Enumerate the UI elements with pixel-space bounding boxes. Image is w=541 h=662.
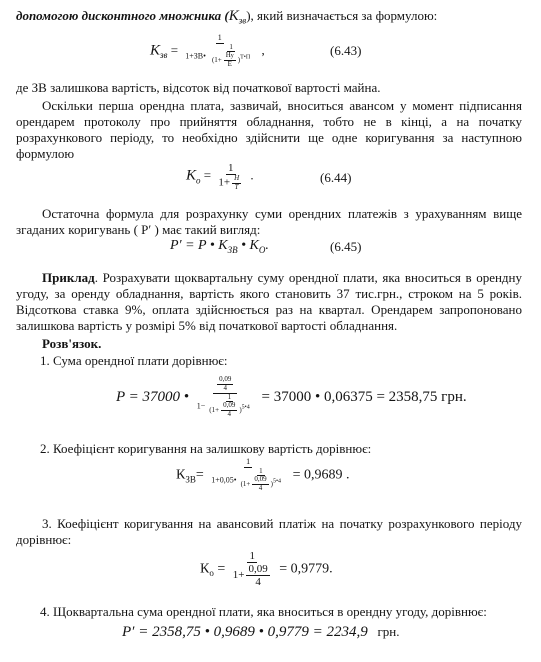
formula-lhs: K [150, 42, 161, 59]
step1-denominator [195, 394, 256, 419]
intro-symbol: K [228, 8, 239, 24]
step3-lhs: К [200, 561, 210, 577]
step2-innermost [252, 476, 268, 492]
step3-fraction [231, 550, 274, 588]
step2-rhs: = 0,9689 . [292, 467, 350, 483]
inner-numerator: H [234, 174, 240, 183]
inner-open: (1+ [211, 56, 222, 65]
inner-denominator: T [234, 182, 239, 191]
step2-fraction [209, 458, 287, 493]
denominator-prefix: 1+ [218, 176, 231, 189]
step3-inner-fraction [246, 563, 269, 588]
formula-6-44 [186, 162, 254, 191]
formula-sub2: O [258, 244, 266, 255]
solution-label: Розв'язок [42, 336, 99, 351]
step2-inner-fraction [239, 468, 283, 493]
formula-lhs-sub: o [196, 175, 201, 186]
residual-value-definition: де ЗВ залишкова вартість, відсоток від початкової вартості майна. [16, 80, 381, 95]
formula-fraction [183, 34, 256, 69]
step1-den-prefix: 1− [196, 401, 206, 411]
formula-tail: . [265, 238, 269, 253]
step1-lhs: P = 37000 • [116, 388, 190, 405]
denominator-prefix: 1+ЗВ• [185, 51, 206, 61]
formula-step-4 [122, 624, 400, 641]
step4-formula: P′ = 2358,75 • 0,9689 • 0,9779 = 2234,9 [122, 624, 368, 640]
final-formula-paragraph: Остаточна формула для розрахунку суми орендних платежів з урахуванням вище згаданих коригувань ( P′ ) має такий вигляд: [16, 206, 522, 237]
step2-den-prefix: 1+0,05• [211, 475, 237, 485]
formula-lhs-sub: зв [160, 50, 168, 60]
formula-step-1 [116, 376, 467, 419]
step1-den-top: 1 [227, 392, 232, 401]
step1-fraction [195, 376, 256, 419]
step1-exponent: 5•4 [241, 404, 250, 411]
formula-mid: • K [237, 238, 259, 253]
intro-italic-text: допомогою дисконтного множника ( [16, 8, 229, 23]
step3-den-prefix: 1+ [232, 569, 245, 582]
equation-number-6-45: (6.45) [330, 239, 362, 254]
step2-lhs: К [176, 467, 186, 483]
step-1-text: 1. Сума орендної плати дорівнює: [40, 353, 228, 368]
innermost-top-text: H [225, 51, 231, 60]
step1-numerator [213, 376, 237, 394]
step1-rhs: = 37000 • 0,06375 = 2358,75 грн. [261, 388, 467, 405]
formula-6-45 [170, 238, 269, 255]
inner-fraction [232, 175, 241, 191]
step4-unit: грн. [377, 624, 400, 639]
step2-denominator [209, 468, 287, 493]
step2-innermost-top: 0,09 [254, 475, 267, 484]
formula-6-43 [150, 34, 265, 69]
fraction-numerator: 1 [228, 162, 234, 174]
step2-innermost-bottom: 4 [258, 484, 263, 493]
step2-inner-top: 1 [259, 466, 263, 475]
step1-num-top: 0,09 [219, 375, 232, 384]
step1-den-fraction [207, 394, 251, 419]
example-text: . Розрахувати щоквартальну суму орендної плати, яка вноситься в орендну угоду, за оренду обладнання, вартість якого становить 37 тис.грн., строком на 5 років. Відсоткова ставка 9%, оплата здійснюється раз на квартал. Орендарем запропоновано залишкова вартість у розмірі 5% від початкової вартості обладнання. [16, 270, 522, 333]
inner-exponent: T•П [240, 54, 251, 61]
inner-close: ) [237, 56, 241, 65]
step2-open: (1+ [240, 480, 251, 489]
formula-sub1: ЗВ [227, 244, 238, 255]
fraction-numerator: 1 [217, 33, 222, 42]
step2-eq: = [195, 467, 204, 483]
step1-inner-top: 0,09 [223, 401, 236, 410]
step1-num-fraction [217, 376, 233, 392]
intro-line [16, 8, 437, 29]
solution-heading: Розв'язок. [42, 336, 102, 351]
formula-step-2 [176, 458, 349, 493]
formula-eq-sign: = [203, 167, 212, 183]
fraction-denominator [216, 175, 245, 191]
step2-numerator: 1 [246, 457, 251, 466]
step3-inner-top: 0,09 [248, 563, 268, 576]
step1-num-bottom: 4 [223, 384, 228, 393]
step2-close: ) [270, 480, 273, 489]
formula-main: P′ = P • K [170, 238, 228, 253]
inner-denominator [210, 52, 252, 68]
innermost-bottom: E [227, 60, 232, 69]
step-3-text: 3. Коефіцієнт коригування на авансовий платіж на початку розрахункового періоду дорівнює: [16, 516, 522, 547]
inner-fraction [210, 44, 252, 69]
step3-lhs-sub: о [209, 568, 214, 579]
step1-open: (1+ [209, 406, 220, 415]
step3-eq: = [217, 561, 226, 577]
formula-fraction [216, 162, 245, 191]
step3-inner-bottom: 4 [255, 576, 261, 589]
inner-numerator: 1 [229, 42, 233, 51]
step2-inner-bottom [239, 476, 283, 492]
intro-close: ), [246, 8, 254, 23]
innermost-top-sub: y [230, 53, 234, 60]
step1-inner-bottom: 4 [227, 410, 231, 419]
fraction-denominator [183, 44, 256, 69]
innermost-fraction [224, 52, 236, 68]
step3-denominator [231, 563, 274, 588]
step2-lhs-sub: ЗВ [185, 474, 196, 485]
step-2-text: 2. Коефіцієнт коригування на залишкову вартість дорівнює: [40, 441, 372, 456]
formula-tail: . [250, 167, 254, 183]
step2-exponent: 5•4 [272, 478, 282, 485]
step-4-text: 4. Щоквартальна сума орендної плати, яка вноситься в орендну угоду, дорівнює: [40, 604, 487, 619]
equation-number-6-44: (6.44) [320, 170, 352, 185]
example-paragraph [16, 270, 522, 334]
step1-inner-fraction [221, 402, 237, 418]
step1-den-bottom [207, 402, 251, 418]
formula-eq-sign: = [170, 42, 179, 58]
formula-tail: , [261, 42, 265, 58]
step1-close: ) [239, 406, 242, 415]
formula-step-3 [200, 550, 333, 588]
advance-payment-paragraph: Оскільки перша орендна плата, зазвичай, вноситься авансом у момент підписання орендарем протоколу про прийняття обладнання, тобто не в кінці, а на початку розрахункового періоду, то необхідно здійснити ще одне коригування за наступною формулою [16, 98, 522, 161]
example-label: Приклад [42, 270, 95, 285]
step3-rhs: = 0,9779. [279, 561, 333, 577]
step3-numerator: 1 [249, 550, 255, 562]
intro-rest: який визначається за формулою: [253, 8, 438, 23]
intro-symbol-sub: зв [238, 15, 247, 26]
formula-lhs: K [186, 167, 197, 184]
equation-number-6-43: (6.43) [330, 43, 362, 58]
